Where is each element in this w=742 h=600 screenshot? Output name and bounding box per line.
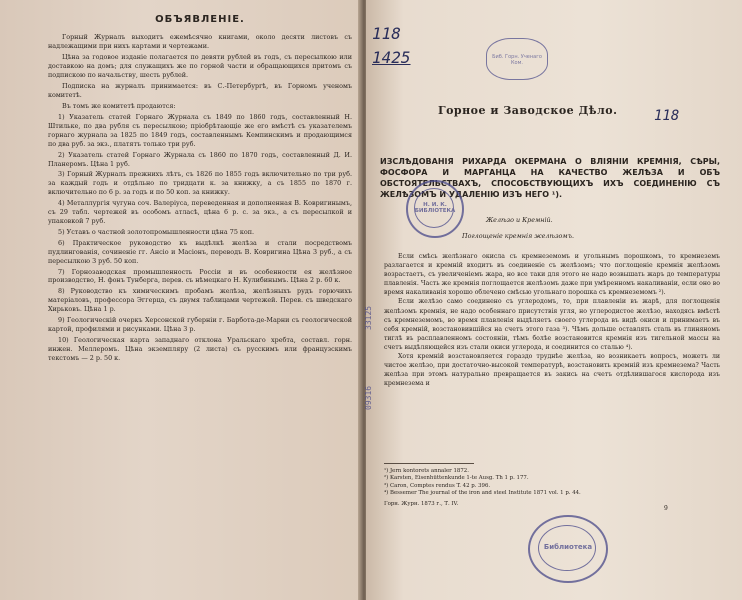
announcement-paragraph: Подписка на журналъ принимается: въ С.-Петербургѣ, въ Горномъ ученомъ комитетѣ. xyxy=(48,82,352,99)
list-item: 8) Руководство къ химическимъ пробамъ желѣза, желѣзныхъ рудъ горючихъ матеріаловъ, профессора Эггерца, съ двумя таблицами чертежей. Перев. съ шведскаго Хирьковъ. Цѣна 1 р. xyxy=(48,287,352,314)
handwritten-number: 1425 xyxy=(372,48,411,67)
library-stamp-small xyxy=(486,38,548,80)
subheading-2: Поглощеніе кремнія желѣзомъ. xyxy=(462,232,574,240)
list-intro: Въ томъ же комитетѣ продаются: xyxy=(62,102,176,110)
article-body xyxy=(384,252,720,388)
margin-note: 09316 xyxy=(364,385,373,410)
page-number: 9 xyxy=(664,505,668,512)
margin-note: 33125 xyxy=(364,305,373,330)
article-paragraph: Хотя кремній возстановляется гораздо труднѣе желѣза, но возникаетъ вопросъ, можетъ ли чистое желѣзо, при достаточно-высокой температурѣ, возстановить кремній изъ кремнезема? Часть желѣза при этомъ натурально превращается въ закись на счетъ отдѣлившагося кислорода изъ кремнезема и xyxy=(384,353,720,388)
library-seal-top-text: Н. И. К. БИБЛІОТЕКА xyxy=(414,202,456,214)
list-item: 1) Указатель статей Горнаго Журнала съ 1849 по 1860 годъ, составленный Н. Штильке, по два рубля съ пересылкою; пріобрѣтающіе же его вмѣстѣ съ указателемъ горнаго журнала за 1825 по 1849 годъ, составленнымъ Кемпинскимъ и продающимся по два руб. за экз., платятъ только три руб. xyxy=(48,113,352,148)
handwritten-number-top: 118 xyxy=(372,24,401,43)
list-item: 9) Геологическій очеркъ Херсонской губерніи г. Барбота-де-Марни съ геологической картой, профилями и рисунками. Цѣна 3 р. xyxy=(48,316,352,333)
list-item: 5) Уставъ о частной золотопромышленности цѣна 75 коп. xyxy=(58,227,255,236)
list-item: 3) Горный Журналъ прежнихъ лѣтъ, съ 1826 по 1855 годъ включительно по три руб. за каждый годъ и отдѣльно по тридцати к. за книжку, а съ 1855 по 1870 г. включительно по 6 р. за годъ и по 50 коп. за книжку. xyxy=(48,170,352,197)
list-item: 4) Металлургія чугуна соч. Валеріуса, переведенная и дополненная В. Ковригинымъ, съ 29 табл. чертежей въ особомъ атласѣ, цѣна 6 р. с. за экз., а съ пересылкой и упаковкой 7 руб. xyxy=(48,199,352,225)
footnote: ¹) Jern kontorets annaler 1872. xyxy=(384,468,469,474)
footnote-rule xyxy=(384,463,474,464)
article-paragraph: Если смѣсь желѣзнаго окисла съ кремнеземомъ и угольнымъ порошкомъ, то кремнеземъ разлагается и кремній входитъ въ соединеніе съ желѣзомъ; что поглощеніе кремнія желѣзомъ возрастаетъ, съ увеличеніемъ жара, но все таки для этого не надо возвышать жаръ до температуры плавленія. Часть же кремнія поглощается желѣзомъ даже при умѣренномъ накаливаніи, если оно во время накаливанія хорошо облечено смѣсью угольнаго порошка съ кремнеземомъ ²). xyxy=(384,253,720,297)
announcement-paragraph: Цѣна за годовое изданіе полагается по девяти рублей въ годъ, съ пересылкою или доставкою на домъ; для служащихъ же по горной части и обращающихся притомъ съ подпискою по начальству, шесть рублей. xyxy=(48,53,352,79)
handwritten-side-number: 118 xyxy=(654,108,680,124)
library-stamp-small-text: Биб. Горн. Ученаго Ком. xyxy=(492,54,542,66)
library-seal-top xyxy=(406,180,464,238)
announcement-block xyxy=(48,12,352,365)
subheading-1: Желѣзо и Кремній. xyxy=(486,216,553,224)
announcement-title: ОБЪЯВЛЕНІЕ. xyxy=(155,14,245,25)
list-item: 10) Геологическая карта западнаго отклона Уральскаго хребта, составл. горн. инжен. Меллеромъ. Цѣна экземпляру (2 листа) съ русскимъ или французскимъ текстомъ — 2 р. 50 к. xyxy=(48,335,352,362)
journal-footer: Горн. Журн. 1873 г., Т. IV. xyxy=(384,500,459,507)
footnote: ⁴) Bessemer The journal of the iron and steel Institute 1871 vol. 1 p. 44. xyxy=(384,490,581,497)
list-item: 7) Горнозаводская промышленность Россіи и въ особенности ея желѣзное производство, Н. фонъ Тунберга, перев. съ нѣмецкаго Н. Кулибинымъ. Цѣна 2 р. 60 к. xyxy=(48,267,352,285)
left-page xyxy=(0,0,362,600)
list-item: 6) Практическое руководство къ выдѣлкѣ желѣза и стали посредствомъ пудлингованія, сочиненіе гг. Ансіо и Масіонъ, переводъ В. Ковригина Цѣна 3 руб., а съ пересылкою 3 руб. 50 коп. xyxy=(48,238,352,265)
library-seal-bottom xyxy=(528,515,608,583)
article-title: ИЗСЛѢДОВАНІЯ РИХАРДА ОКЕРМАНА О ВЛІЯНІИ КРЕМНІЯ, СѢРЫ, ФОСФОРА И МАРГАНЦА НА КАЧЕСТВО ЖЕЛѢЗА И ОБЪ ОБСТОЯТЕЛЬСТВАХЪ, СПОСОБСТВУЮЩИХЪ ИХЪ СОЕДИНЕНІЮ СЪ ЖЕЛѢЗОМЪ И УДАЛЕНІЮ ИЗЪ НЕГО ¹). xyxy=(380,157,720,199)
announcement-paragraph: Горный Журналъ выходитъ ежемѣсячно книгами, около десяти листовъ съ надлежащими при нихъ картами и чертежами. xyxy=(48,33,352,50)
library-seal-bottom-text: Библиотека xyxy=(543,543,593,551)
list-item: 2) Указатель статей Горнаго Журнала съ 1860 по 1870 годъ, составленный Д. И. Планеромъ. Цѣна 1 руб. xyxy=(48,150,352,168)
section-title: Горное и Заводское Дѣло. xyxy=(438,104,618,117)
footnote: ²) Karsten, Eisenhüttenkunde 1-te Ausg. Th 1 p. 177. xyxy=(384,475,529,482)
article-paragraph: Если желѣзо само соединено съ углеродомъ, то, при плавленіи въ жарѣ, для поглощенія желѣзомъ кремнія, не надо особеннаго присутствія угля, но углеродистое желѣзо, находясь вмѣстѣ съ кремнеземомъ, во время плавленія выдѣляетъ своего углерода въ видѣ окиси и принимаетъ въ себя кремній, возстановившійся на счетъ этого газа ³). Чѣмъ дольше оставлять сталь въ глиняномъ тиглѣ въ расплавленномъ состояніи, тѣмъ болѣе возстановится кремнія изъ тигельной массы на счетъ выдѣляющейся изъ стали окиси углерода, и соединится со сталью ⁴). xyxy=(384,298,720,351)
footnotes xyxy=(384,468,720,508)
right-page xyxy=(366,0,742,600)
footnote: ³) Caron, Comptes rendus T. 42 p. 396. xyxy=(384,482,491,489)
